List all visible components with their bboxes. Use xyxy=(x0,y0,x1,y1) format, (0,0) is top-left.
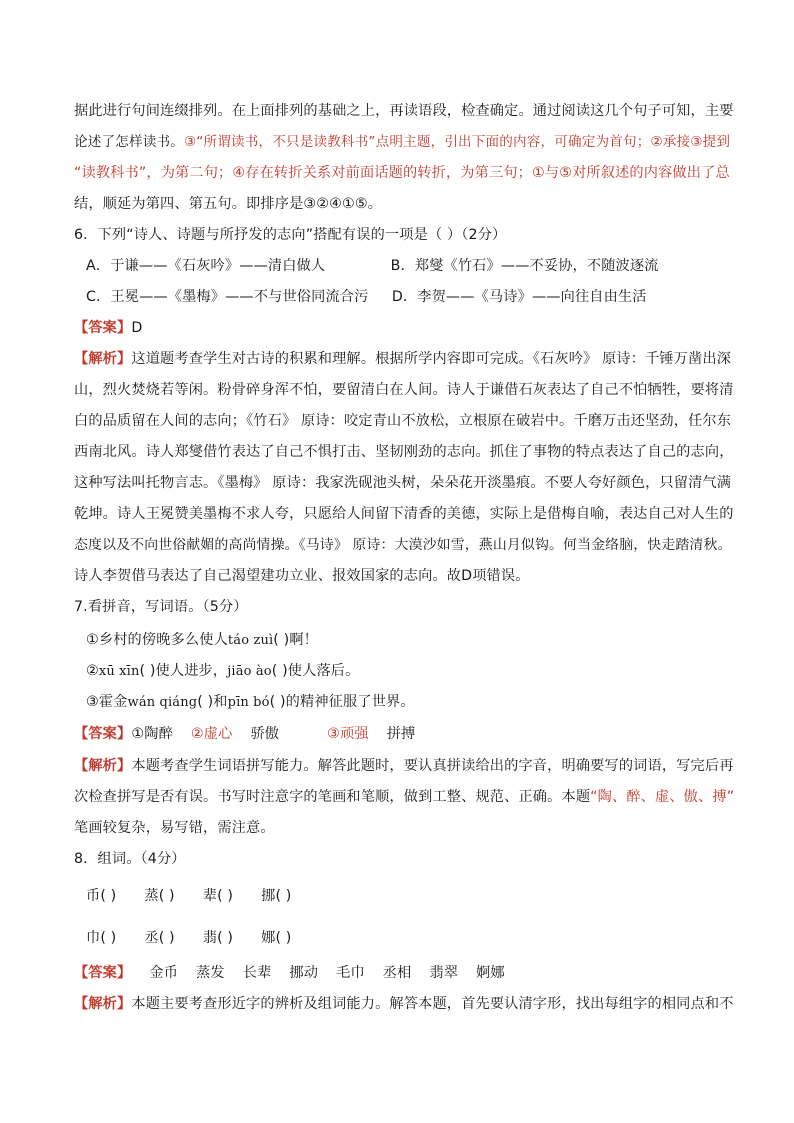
paragraph-line: “读教科书”，为第二句；④存在转折关系对前面话题的转折，为第三句；①与⑤对所叙述的内容做出了总 xyxy=(74,165,730,181)
analysis-line: 乾坤。诗人王冕赞美墨梅不求人夸，只愿给人间留下清香的美德，实际上是借梅自喻，表达自己对人生的 xyxy=(74,506,734,522)
answer-tag: 【答案】 xyxy=(74,320,132,336)
answer-word: ②虚心 xyxy=(190,726,233,742)
analysis-line: 这种写法叫托物言志。《墨梅》 原诗：我家洗砚池头树，朵朵花开淡墨痕。不要人夸好颜色，只留清气满 xyxy=(74,475,732,491)
blank-text: ( )啊！ xyxy=(273,632,319,648)
text-span: ② xyxy=(86,663,99,679)
word-blank: 丞( ) xyxy=(144,930,175,946)
text-span: ③霍金 xyxy=(86,694,128,710)
analysis-text: 这道题考查学生对古诗的积累和理解。根据所学内容即可完成。《石灰吟》 原诗：千锤万凿出深 xyxy=(131,351,732,367)
analysis-line: 白的品质留在人间的志向；《竹石》 原诗：咬定青山不放松，立根原在破岩中。千磨万击还坚劲，任尔东 xyxy=(74,413,732,429)
word-blank: 巾( ) xyxy=(86,930,117,946)
answer-line xyxy=(74,724,415,744)
analysis-tag: 【解析】 xyxy=(74,996,132,1012)
analysis-tag: 【解析】 xyxy=(74,758,132,774)
blank-text: ( )使人落后。 xyxy=(271,663,360,679)
answer-line xyxy=(74,963,505,983)
option-row xyxy=(86,287,647,307)
red-text-span: “陶、醉、虚、傲、搏” xyxy=(590,789,735,805)
option-b: B．郑燮《竹石》——不妥协，不随波逐流 xyxy=(390,258,659,274)
blank-text: ( )和 xyxy=(197,694,228,710)
option-c: C．王冕——《墨梅》——不与世俗同流合污 xyxy=(86,289,369,305)
text-span: ①乡村的傍晚多么使人 xyxy=(86,632,228,648)
pinyin: wán qiáng xyxy=(127,695,198,710)
analysis-tag: 【解析】 xyxy=(74,351,132,367)
text-span: 论述了怎样读书。 xyxy=(74,134,184,150)
analysis-line xyxy=(74,994,734,1014)
answer-line xyxy=(74,318,142,338)
analysis-text: 次检查拼写是否有误。书写时注意字的笔画和笔顺，做到工整、规范、正确。本题 xyxy=(74,789,591,805)
answer-word: 挪动 xyxy=(289,965,319,981)
answer-word: 翡翠 xyxy=(429,965,459,981)
pinyin: pīn bó xyxy=(227,695,270,710)
pinyin-row xyxy=(86,661,359,682)
word-blank: 辈( ) xyxy=(202,888,234,904)
paragraph-line: 据此进行句间连缀排列。在上面排列的基础之上，再读语段，检查确定。通过阅读这几个句子可知，主要 xyxy=(74,103,734,119)
word-blank: 挪( ) xyxy=(261,888,292,904)
answer-word: 长辈 xyxy=(242,965,272,981)
analysis-text: 本题考查学生词语拼写能力。解答此题时，要认真拼读给出的字音，明确要写的词语，写完后再 xyxy=(131,758,734,774)
analysis-line xyxy=(74,787,734,807)
word-row xyxy=(86,886,292,906)
answer-word: 丞相 xyxy=(382,965,412,981)
pinyin: táo zuì xyxy=(227,633,274,648)
option-d: D．李贺——《马诗》——向往自由生活 xyxy=(391,289,647,305)
pinyin-row xyxy=(86,630,318,651)
word-blank: 娜( ) xyxy=(261,930,292,946)
analysis-line xyxy=(74,349,731,369)
pinyin: jiāo ào xyxy=(227,664,272,679)
answer-word: 骄傲 xyxy=(250,726,280,742)
answer-word: 毛巾 xyxy=(336,965,365,981)
answer-word: ③顽强 xyxy=(327,726,369,742)
analysis-line: 诗人李贺借马表达了自己渴望建功立业、报效国家的志向。故D项错误。 xyxy=(74,568,530,584)
analysis-line: 山，烈火焚烧若等闲。粉骨碎身浑不怕，要留清白在人间。诗人于谦借石灰表达了自己不怕牺牲，要将清 xyxy=(74,382,734,398)
paragraph-line xyxy=(74,132,730,152)
word-row xyxy=(86,928,292,948)
analysis-line xyxy=(74,756,734,776)
answer-word: 金币 xyxy=(149,965,179,981)
analysis-text: 本题主要考查形近字的辨析及组词能力。解答本题，首先要认清字形，找出每组字的相同点和不 xyxy=(131,996,734,1012)
analysis-line: 笔画较复杂，易写错，需注意。 xyxy=(74,820,275,836)
word-blank: 币( ) xyxy=(86,888,117,904)
answer-value: D xyxy=(131,320,143,336)
blank-text: ( )使人进步， xyxy=(139,663,228,679)
analysis-line: 西南北风。诗人郑燮借竹表达了自己不惧打击、坚韧刚劲的志向。抓住了事物的特点表达了自己的志向， xyxy=(74,444,734,460)
answer-tag: 【答案】 xyxy=(74,965,132,981)
question-7-stem: 7.看拼音，写词语。（5分） xyxy=(74,599,248,615)
word-blank: 翡( ) xyxy=(202,930,234,946)
red-text-span: ③“所谓读书，不只是读教科书”点明主题，引出下面的内容，可确定为首句；②承接③提到 xyxy=(183,134,731,150)
answer-word: 拼搏 xyxy=(386,726,416,742)
answer-word: 婀娜 xyxy=(476,965,505,981)
answer-tag: 【答案】 xyxy=(74,726,132,742)
question-8-stem: 8．组词。（4分） xyxy=(74,851,186,867)
paragraph-line: 结，顺延为第四、第五句。即排序是③②④①⑤。 xyxy=(74,196,383,212)
option-a: A．于谦——《石灰吟》——清白做人 xyxy=(86,258,326,274)
pinyin: xū xīn xyxy=(98,664,140,679)
analysis-line: 态度以及不向世俗献媚的高尚情操。《马诗》 原诗：大漠沙如雪，燕山月似钩。何当金络脑，快走踏清秋。 xyxy=(74,537,732,553)
blank-text: ( )的精神征服了世界。 xyxy=(269,694,415,710)
option-row xyxy=(86,256,659,276)
word-blank: 蒸( ) xyxy=(144,888,175,904)
pinyin-row xyxy=(86,692,415,713)
answer-word: 蒸发 xyxy=(196,965,225,981)
answer-word: ①陶醉 xyxy=(131,726,173,742)
question-6-stem: 6．下列“诗人、诗题与所抒发的志向”搭配有误的一项是（ ）（2分） xyxy=(74,227,507,243)
